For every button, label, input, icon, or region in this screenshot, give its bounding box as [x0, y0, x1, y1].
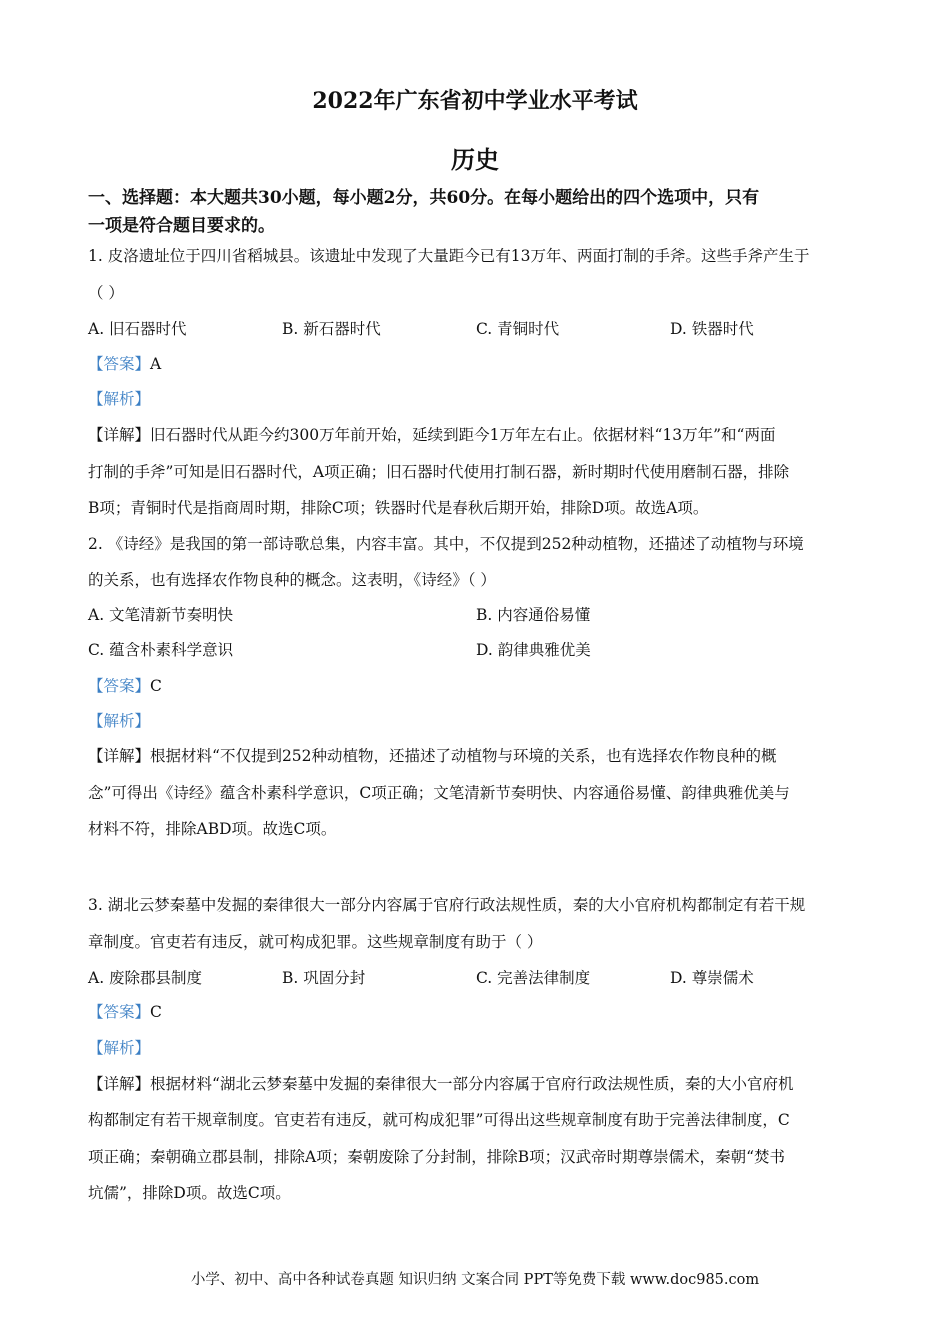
q2-detail-line1 [88, 745, 868, 767]
q3-option-d: D. 尊崇儒术 [670, 969, 754, 987]
q1-option-b: B. 新石器时代 [282, 320, 381, 338]
q2-stem-line2: 的关系，也有选择农作物良种的概念。这表明，《诗经》（ ） [88, 571, 496, 589]
exam-title: 2022年广东省初中学业水平考试 [312, 88, 638, 114]
q2-detail-line2: 念”可得出《诗经》蕴含朴素科学意识，C项正确；文笔清新节奏明快、内容通俗易懂、韵律典雅优美与 [88, 784, 790, 802]
q1-answer [88, 353, 868, 375]
q1-stem-line1: 1. 皮洛遗址位于四川省稻城县。该遗址中发现了大量距今已有13万年、两面打制的手斧。这些手斧产生于 [88, 247, 810, 265]
answer-tag: 【答案】 [88, 355, 151, 373]
answer-value: C [150, 677, 162, 695]
q3-detail-line4: 坑儒”，排除D项。故选C项。 [88, 1184, 291, 1202]
answer-value: A [150, 355, 162, 373]
q3-stem-line1: 3. 湖北云梦秦墓中发掘的秦律很大一部分内容属于官府行政法规性质，秦的大小官府机构都制定有若干规 [88, 896, 806, 914]
detail-text: 根据材料“不仅提到252种动植物，还描述了动植物与环境的关系，也有选择农作物良种的概 [150, 747, 777, 765]
q1-option-c: C. 青铜时代 [476, 320, 560, 338]
q2-option-d: D. 韵律典雅优美 [476, 641, 591, 659]
q3-option-b: B. 巩固分封 [282, 969, 366, 987]
answer-tag: 【答案】 [88, 1003, 151, 1021]
detail-tag: 【详解】 [88, 1075, 151, 1093]
q1-detail-line2: 打制的手斧”可知是旧石器时代，A项正确；旧石器时代使用打制石器，新时期时代使用磨制石器，排除 [88, 463, 790, 481]
q2-analysis-tag: 【解析】 [88, 712, 151, 730]
q2-answer [88, 675, 868, 697]
q1-stem-line2: （ ） [88, 284, 124, 302]
detail-text: 旧石器时代从距今约300万年前开始，延续到距今1万年左右止。依据材料“13万年”和“两面 [150, 426, 776, 444]
q3-option-c: C. 完善法律制度 [476, 969, 591, 987]
q3-answer [88, 1001, 868, 1023]
q1-detail-line1 [88, 424, 868, 446]
answer-value: C [150, 1003, 162, 1021]
answer-tag: 【答案】 [88, 677, 151, 695]
section-heading-line1: 一、选择题：本大题共30小题，每小题2分，共60分。在每小题给出的四个选项中，只有 [88, 188, 760, 208]
q1-option-a: A. 旧石器时代 [88, 320, 187, 338]
q3-stem-line2: 章制度。官吏若有违反，就可构成犯罪。这些规章制度有助于（ ） [88, 933, 543, 951]
q3-analysis-tag: 【解析】 [88, 1039, 151, 1057]
detail-text: 根据材料“湖北云梦秦墓中发掘的秦律很大一部分内容属于官府行政法规性质，秦的大小官府机 [150, 1075, 794, 1093]
q2-detail-line3: 材料不符，排除ABD项。故选C项。 [88, 820, 337, 838]
section-heading-line2: 一项是符合题目要求的。 [88, 216, 275, 236]
q2-option-a: A. 文笔清新节奏明快 [88, 606, 234, 624]
q3-option-a: A. 废除郡县制度 [88, 969, 203, 987]
q2-stem-line1: 2. 《诗经》是我国的第一部诗歌总集，内容丰富。其中，不仅提到252种动植物，还描述了动植物与环境 [88, 535, 804, 553]
q2-option-c: C. 蕴含朴素科学意识 [88, 641, 234, 659]
q1-analysis-tag: 【解析】 [88, 390, 151, 408]
subject-title: 历史 [451, 145, 499, 174]
q3-detail-line2: 构都制定有若干规章制度。官吏若有违反，就可构成犯罪”可得出这些规章制度有助于完善法律制度，C [88, 1111, 790, 1129]
q3-detail-line1 [88, 1073, 868, 1095]
q1-detail-line3: B项；青铜时代是指商周时期，排除C项；铁器时代是春秋后期开始，排除D项。故选A项。 [88, 499, 709, 517]
q2-option-b: B. 内容通俗易懂 [476, 606, 591, 624]
q1-option-d: D. 铁器时代 [670, 320, 754, 338]
detail-tag: 【详解】 [88, 747, 151, 765]
page-footer: 小学、初中、高中各种试卷真题 知识归纳 文案合同 PPT等免费下载 www.doc985.com [190, 1272, 760, 1288]
q3-detail-line3: 项正确；秦朝确立郡县制，排除A项；秦朝废除了分封制，排除B项；汉武帝时期尊崇儒术，秦朝“焚书 [88, 1148, 786, 1166]
detail-tag: 【详解】 [88, 426, 151, 444]
